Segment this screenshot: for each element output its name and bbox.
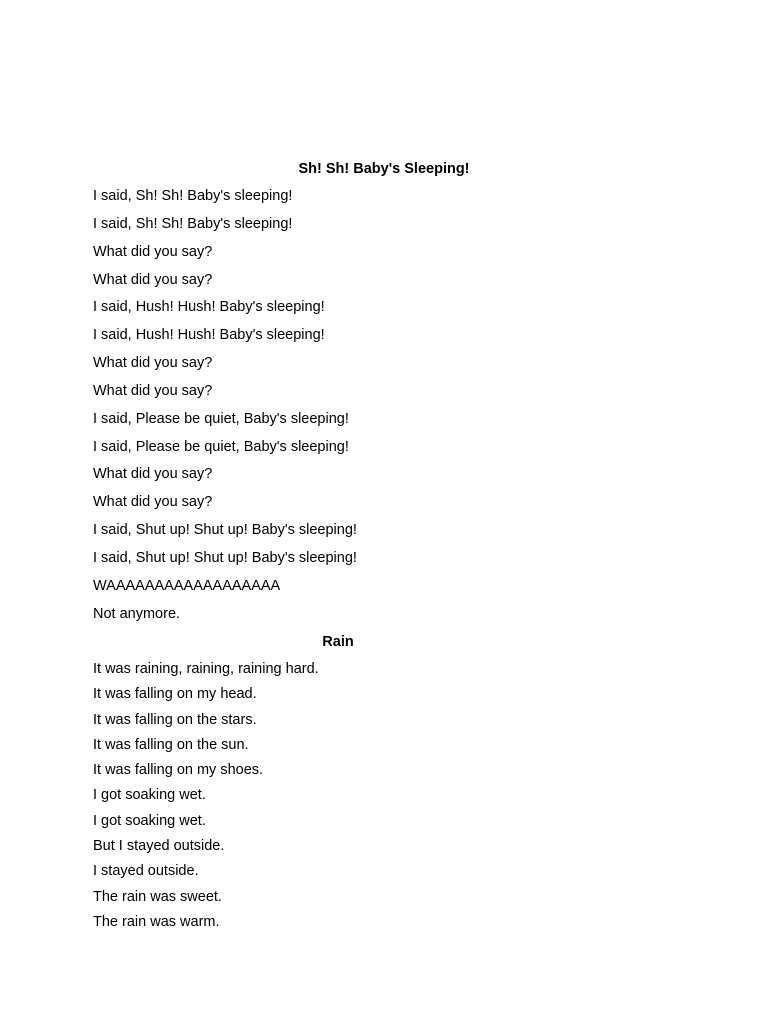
poem-line: I said, Sh! Sh! Baby's sleeping!: [93, 215, 293, 232]
poem-line: What did you say?: [93, 494, 213, 511]
poem-line: I got soaking wet.: [93, 812, 206, 829]
poem-line: It was falling on my head.: [93, 686, 257, 703]
poem-line: What did you say?: [93, 466, 213, 483]
poem-lines-rain: [93, 660, 319, 938]
poem-line: I said, Shut up! Shut up! Baby's sleeping!: [93, 549, 357, 566]
poem-line: What did you say?: [93, 382, 213, 399]
poem-line: What did you say?: [93, 355, 213, 372]
poem-line: I said, Please be quiet, Baby's sleeping!: [93, 438, 349, 455]
poem-line: The rain was sweet.: [93, 888, 222, 905]
poem-line: It was falling on the sun.: [93, 736, 249, 753]
poem-line: It was falling on my shoes.: [93, 762, 264, 779]
poem-line: WAAAAAAAAAAAAAAAAAA: [93, 577, 281, 594]
poem-line: I said, Sh! Sh! Baby's sleeping!: [93, 188, 293, 204]
poem-line: I said, Please be quiet, Baby's sleeping!: [93, 410, 349, 427]
poem-line: What did you say?: [93, 243, 213, 260]
poem-line: I got soaking wet.: [93, 787, 206, 804]
poem-line: It was raining, raining, raining hard.: [93, 661, 319, 677]
poem-line: I stayed outside.: [93, 863, 199, 880]
poem-line: The rain was warm.: [93, 913, 220, 930]
poem-lines-sleeping: [93, 187, 357, 633]
poem-line: It was falling on the stars.: [93, 711, 257, 728]
poem-title-rain: Rain: [322, 634, 354, 650]
poem-line: But I stayed outside.: [93, 838, 225, 855]
poem-title-sleeping: Sh! Sh! Baby's Sleeping!: [298, 161, 470, 177]
poem-line: I said, Hush! Hush! Baby's sleeping!: [93, 299, 325, 316]
poem-line: What did you say?: [93, 271, 213, 288]
poem-line: I said, Hush! Hush! Baby's sleeping!: [93, 327, 325, 344]
poem-line: I said, Shut up! Shut up! Baby's sleeping!: [93, 522, 357, 539]
poem-line: Not anymore.: [93, 605, 181, 622]
